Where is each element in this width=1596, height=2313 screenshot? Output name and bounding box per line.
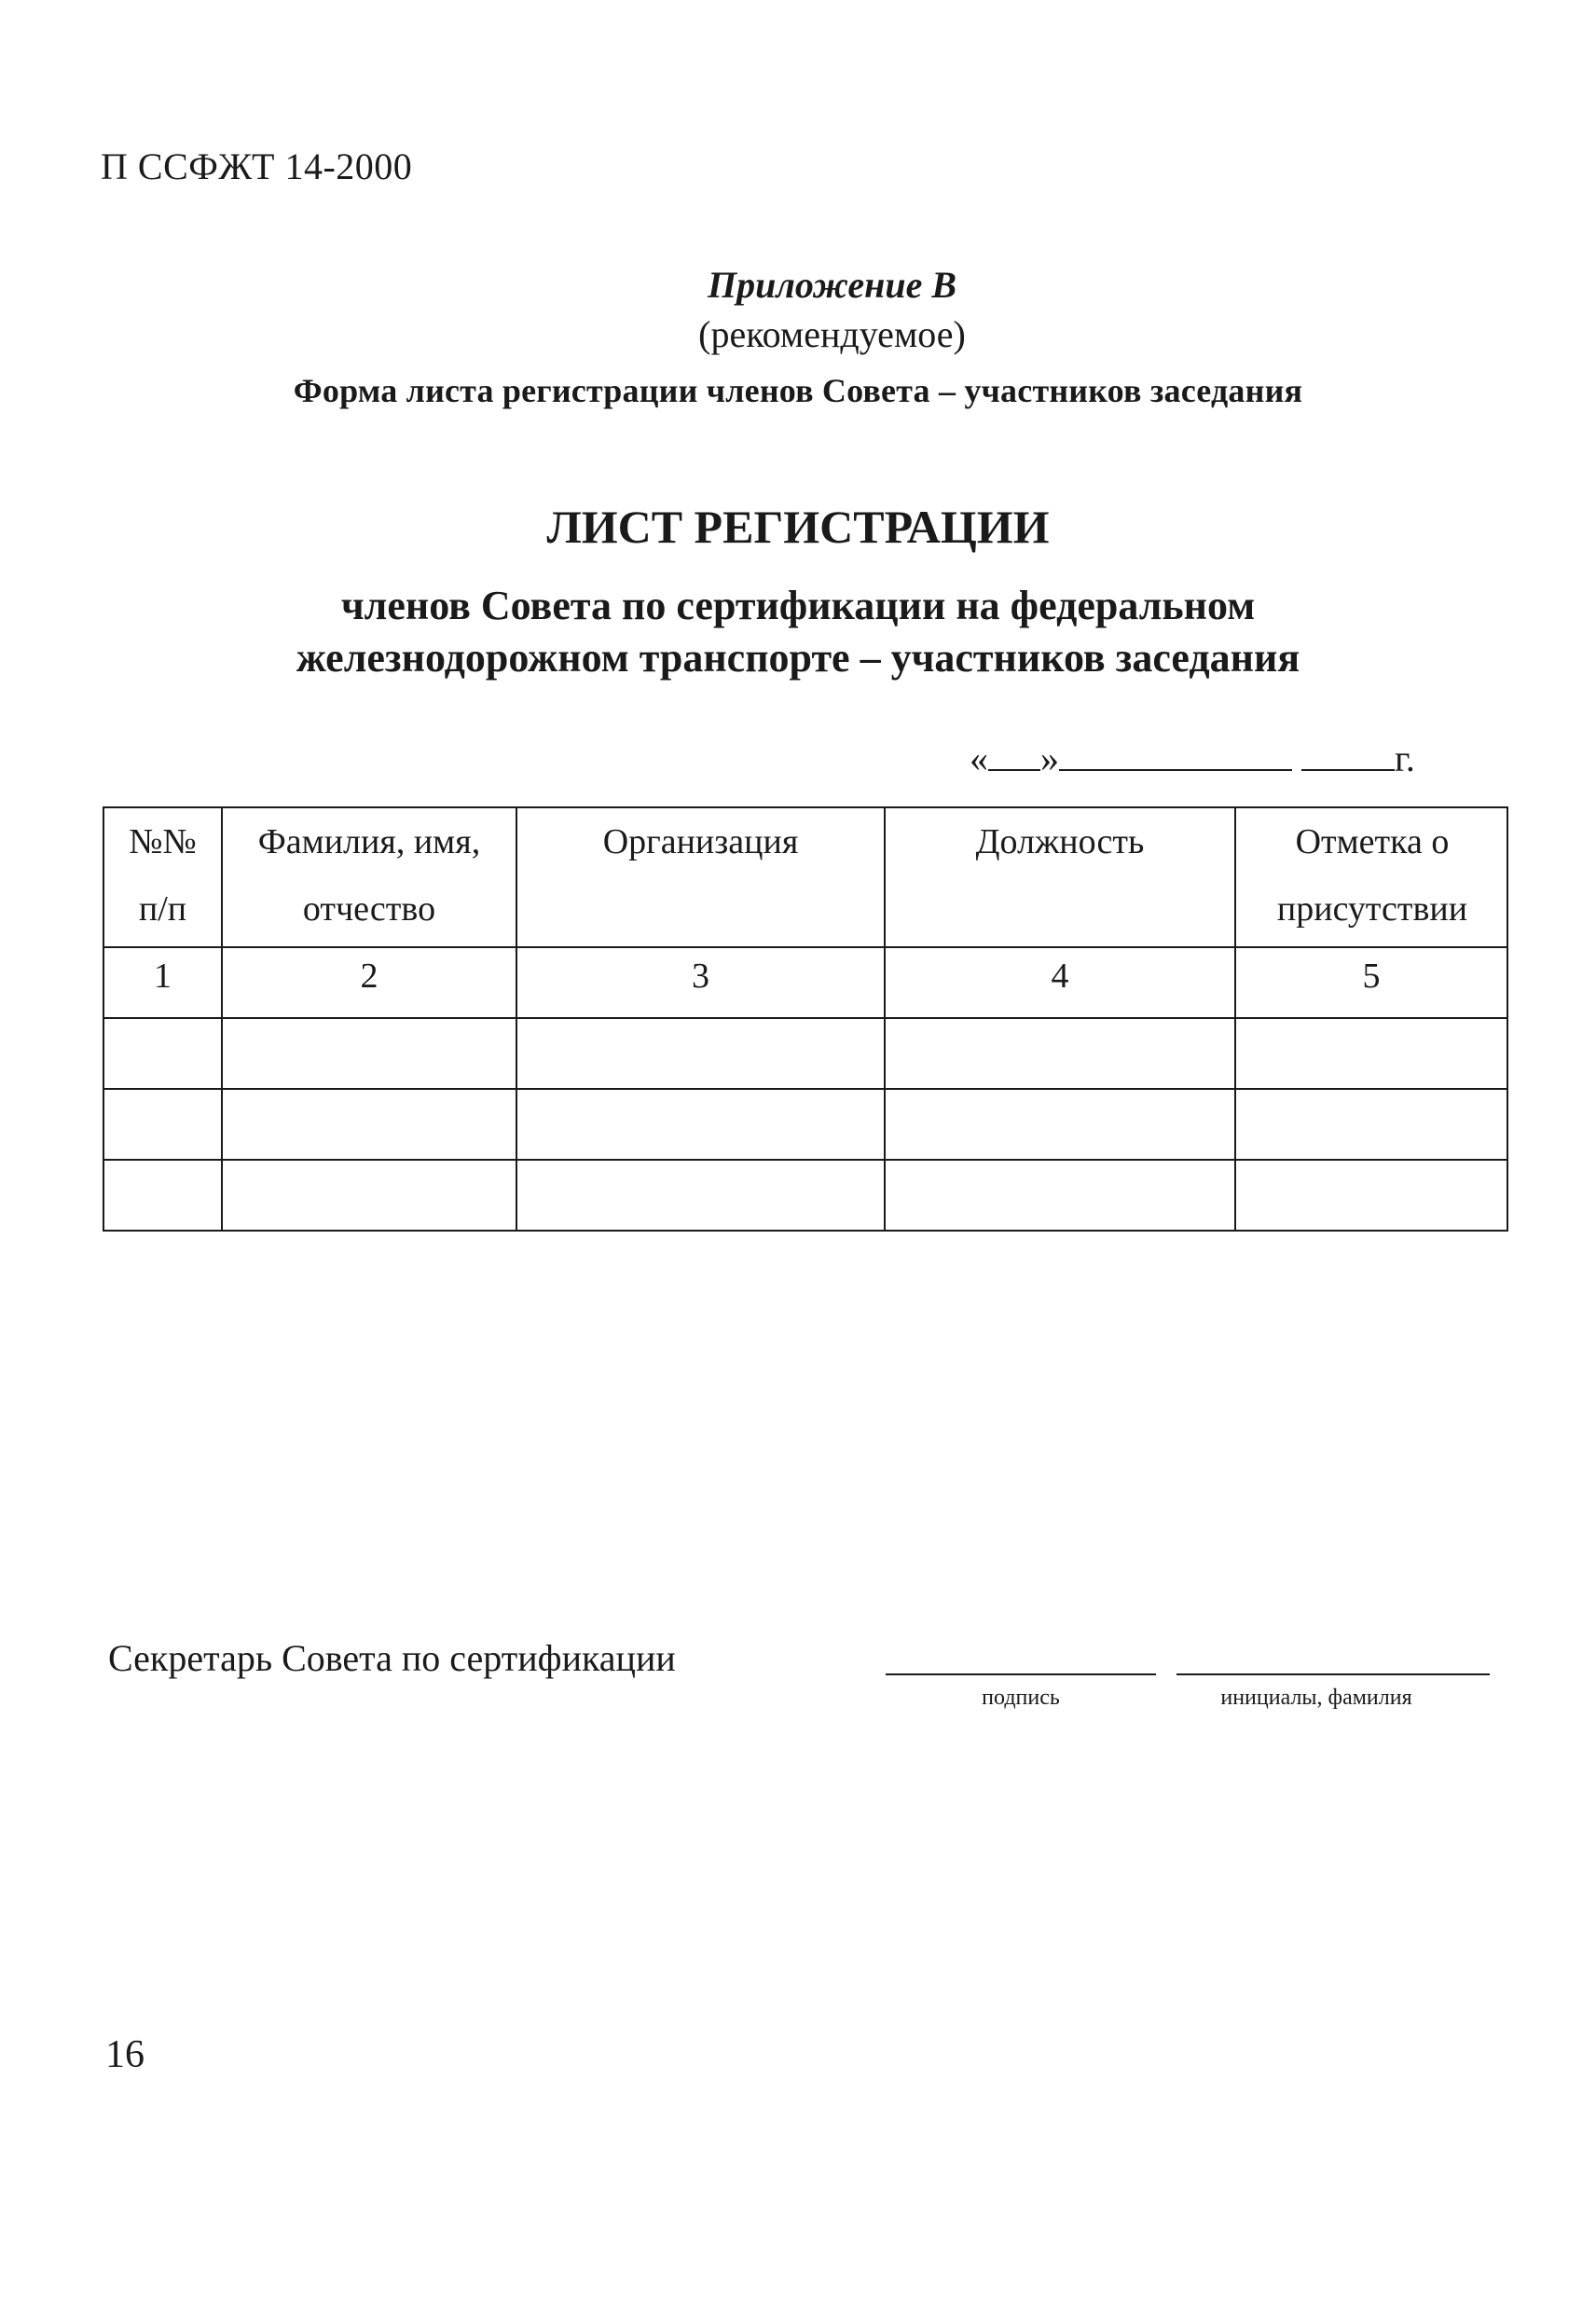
registration-table: [103, 806, 1508, 1232]
header-line: п/п: [138, 889, 187, 929]
header-cell-attendance: [1235, 807, 1507, 947]
header-line: Организация: [602, 822, 799, 861]
table-header-row: [103, 807, 1507, 947]
sheet-title: ЛИСТ РЕГИСТРАЦИИ: [546, 501, 1050, 553]
secretary-label: Секретарь Совета по сертификации: [108, 1637, 676, 1679]
table-cell: [1235, 1160, 1507, 1231]
column-number-row: [103, 947, 1507, 1018]
table-cell: [885, 1089, 1235, 1160]
header-cell-name: [222, 807, 516, 947]
appendix-title: Приложение В: [707, 264, 957, 306]
column-number: 1: [103, 947, 222, 1018]
table-cell: [516, 1018, 885, 1089]
table-cell: [222, 1018, 516, 1089]
sheet-subtitle-line-1: членов Совета по сертификации на федеральном: [340, 583, 1256, 628]
name-caption: инициалы, фамилия: [1220, 1686, 1412, 1710]
table-cell: [1235, 1089, 1507, 1160]
table-cell: [103, 1089, 222, 1160]
column-number: 3: [516, 947, 885, 1018]
sheet-subtitle-line-2: железнодорожном транспорте – участников заседания: [296, 635, 1300, 681]
header-line: Фамилия, имя,: [257, 822, 481, 861]
month-blank: [1059, 737, 1292, 771]
document-code: П ССФЖТ 14-2000: [101, 145, 413, 187]
appendix-subtitle: (рекомендуемое): [698, 313, 966, 355]
header-line: присутствии: [1276, 889, 1468, 929]
table-cell: [103, 1160, 222, 1231]
header-line: отчество: [302, 889, 436, 929]
signature-line: [886, 1673, 1156, 1675]
table-cell: [1235, 1018, 1507, 1089]
year-suffix: г.: [1395, 737, 1415, 779]
table-cell: [885, 1160, 1235, 1231]
column-number: 5: [1235, 947, 1507, 1018]
header-line: Должность: [975, 822, 1145, 861]
table-cell: [516, 1089, 885, 1160]
table-row: [103, 1089, 1507, 1160]
day-blank: [988, 737, 1040, 771]
sheet-subtitle: [0, 580, 1596, 684]
table-cell: [103, 1018, 222, 1089]
column-number: 4: [885, 947, 1235, 1018]
table-cell: [885, 1018, 1235, 1089]
header-line: №№: [129, 822, 197, 861]
date-close-quote: »: [1040, 737, 1059, 779]
table-cell: [516, 1160, 885, 1231]
name-line: [1176, 1673, 1490, 1675]
table-row: [103, 1018, 1507, 1089]
header-cell-number: [103, 807, 222, 947]
table-cell: [222, 1160, 516, 1231]
table-cell: [222, 1089, 516, 1160]
signature-caption: подпись: [982, 1686, 1060, 1710]
column-number: 2: [222, 947, 516, 1018]
year-blank: [1301, 737, 1395, 771]
header-line: Отметка о: [1295, 822, 1450, 861]
page-number: 16: [105, 2033, 144, 2076]
header-cell-position: [885, 807, 1235, 947]
table-row: [103, 1160, 1507, 1231]
date-open-quote: «: [970, 737, 988, 779]
form-caption: Форма листа регистрации членов Совета – участников заседания: [293, 372, 1303, 409]
header-cell-organization: [516, 807, 885, 947]
date-field: [970, 737, 1415, 780]
